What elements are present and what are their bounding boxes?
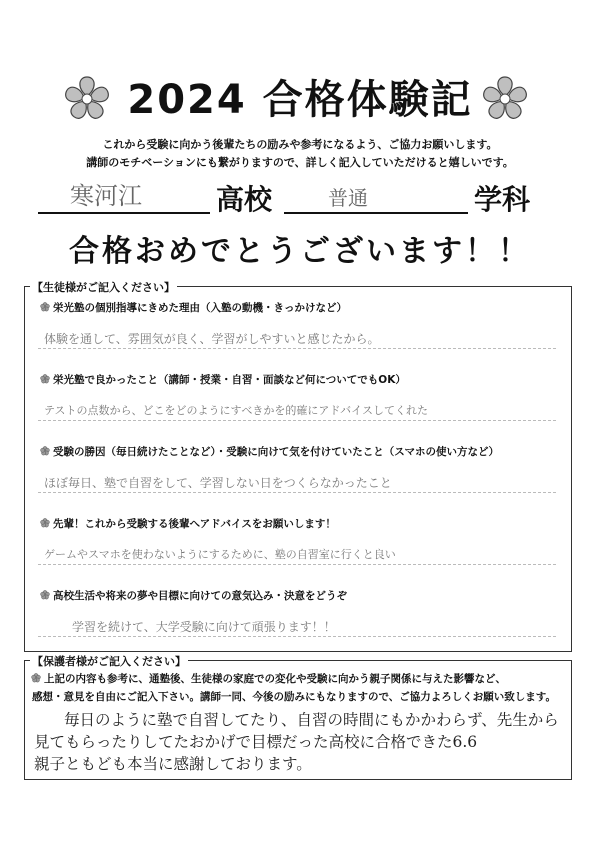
congratulations-banner: 合格おめでとうございます！！ [69, 234, 531, 269]
parent-question-line-2: 感想・意見を自由にご記入下さい。講師一同、今後の励みにもなりますので、ご協力よろしくお願い致します。 [32, 691, 556, 703]
question-box-3 [32, 440, 562, 502]
school-name-value: 寒河江 [70, 182, 142, 210]
parent-answer-line-3: 親子ともども本当に感謝しております。 [34, 755, 312, 773]
question-text: 栄光塾で良かったこと（講師・授業・自習・面談など何についてでもOK） [40, 372, 406, 387]
question-box-1 [32, 296, 562, 358]
answer-text: ほぼ毎日、塾で自習をして、学習しない日をつくらなかったこと [44, 476, 392, 490]
school-row [38, 168, 578, 224]
school-label: 高校 [216, 183, 273, 216]
sakura-flower-icon [40, 446, 50, 456]
sakura-flower-icon [31, 673, 41, 683]
intro-line-1: これから受験に向かう後輩たちの励みや参考になるよう、ご協力お願いします。 [102, 138, 498, 151]
school-name-blank[interactable] [38, 212, 210, 214]
answer-text: ゲームやスマホを使わないようにするために、塾の自習室に行くと良い [44, 548, 396, 561]
answer-text: テストの点数から、どこをどのようにすべきかを的確にアドバイスしてくれた [44, 404, 429, 417]
parent-answer-line-1: 毎日のように塾で自習してたり、自習の時間にもかかわらず、先生から [64, 711, 559, 729]
sakura-flower-icon [40, 374, 50, 384]
course-label: 学科 [474, 183, 531, 216]
question-box-2 [32, 368, 562, 430]
sakura-flower-icon [40, 590, 50, 600]
intro-line-2: 講師のモチベーションにも繋がりますので、詳しく記入していただけると嬉しいです。 [86, 156, 514, 169]
course-blank[interactable] [284, 212, 468, 214]
answer-text: 体験を通して、雰囲気が良く、学習がしやすいと感じたから。 [44, 332, 380, 346]
parent-question-line-1: 上記の内容も参考に、通塾後、生徒様の家庭での変化や受験に向かう親子関係に与えた影響など、 [44, 671, 506, 686]
question-text: 受験の勝因（毎日続けたことなど）・受験に向けて気を付けていたこと（スマホの使い方など） [40, 444, 499, 459]
sakura-flower-icon [40, 302, 50, 312]
parent-section-label: 【保護者様がご記入ください】 [32, 655, 186, 668]
question-text: 栄光塾の個別指導にきめた理由（入塾の動機・きっかけなど） [40, 300, 347, 315]
question-box-4 [32, 512, 562, 574]
student-section-label: 【生徒様がご記入ください】 [32, 281, 175, 294]
sakura-flower-icon [40, 518, 50, 528]
question-box-5 [32, 584, 562, 646]
course-value: 普通 [328, 186, 368, 210]
parent-answer-line-2: 見てもらったりしてたおかげで目標だった高校に合格できた6.6 [34, 733, 478, 751]
answer-text: 学習を続けて、大学受験に向けて頑張ります！！ [72, 620, 336, 634]
question-text: 先輩！これから受験する後輩へアドバイスをお願いします！ [40, 516, 336, 531]
page-title: 2024 合格体験記 [127, 77, 473, 123]
question-text: 高校生活や将来の夢や目標に向けての意気込み・決意をどうぞ [40, 588, 347, 603]
